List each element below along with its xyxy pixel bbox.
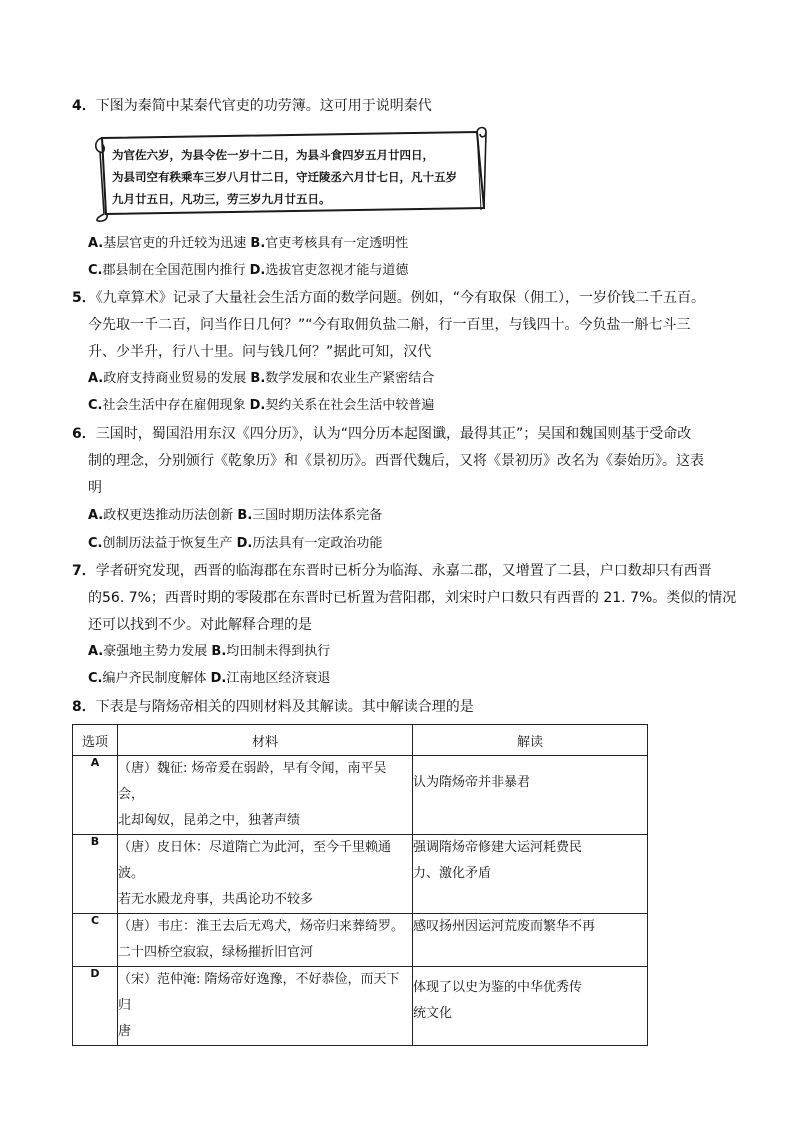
question-text: 下图为秦简中某秦代官吏的功劳簿。这可用于说明秦代	[95, 98, 432, 114]
row-option: C	[73, 914, 118, 967]
table-row	[73, 967, 648, 1046]
question-6-stem	[72, 424, 691, 444]
option-text: 官吏考核具有一定透明性	[265, 236, 409, 251]
row-option: B	[73, 835, 118, 914]
question-4-stem	[72, 96, 432, 116]
question-number: 7．	[72, 563, 96, 579]
option-text: 历法具有一定政治功能	[252, 536, 383, 551]
row-interpretation	[413, 967, 648, 1046]
header-material: 材料	[118, 725, 413, 756]
material-line: 唐	[118, 1024, 132, 1039]
row-material	[118, 967, 413, 1046]
option-text: 基层官吏的升迁较为迅速	[103, 236, 247, 251]
question-text: 下表是与隋炀帝相关的四则材料及其解读。其中解读合理的是	[95, 699, 474, 715]
question-8-stem	[72, 697, 474, 717]
option-label: B.	[237, 508, 253, 523]
option-label: D.	[210, 671, 227, 686]
material-line: （宋）范仲淹: 隋炀帝好逸豫，不好恭俭，而天下归	[118, 972, 400, 1013]
scroll-line: 九月廿五日，凡功三，劳三岁九月廿五日。	[112, 192, 331, 206]
question-text: 升、少半升，行八十里。问与钱几何？”据此可知，汉代	[88, 344, 432, 360]
interpretation-line: 认为隋炀帝并非暴君	[413, 775, 531, 790]
option-row	[88, 396, 434, 416]
question-5-stem	[72, 288, 705, 308]
option-label: B.	[250, 371, 266, 386]
option-label: B.	[211, 644, 227, 659]
question-text: 还可以找到不少。对此解释合理的是	[88, 617, 312, 633]
row-option: D	[73, 967, 118, 1046]
option-row	[88, 261, 408, 281]
option-text: 契约关系在社会生活中较普遍	[265, 398, 435, 413]
scroll-line: 为官佐六岁，为县令佐一岁十二日，为县斗食四岁五月廿四日，	[112, 148, 434, 162]
option-label: C.	[88, 536, 103, 551]
table-row	[73, 914, 648, 967]
interpretation-line: 体现了以史为鉴的中华优秀传	[413, 980, 583, 995]
option-label: C.	[88, 671, 103, 686]
option-label: A.	[88, 236, 104, 251]
option-text: 江南地区经济衰退	[226, 671, 331, 686]
material-line: （唐）魏征: 炀帝爰在弱龄，早有令闻，南平吴会，	[118, 761, 387, 802]
material-line: （唐）韦庄：淮王去后无鸡犬，炀帝归来葬绮罗。	[118, 919, 405, 934]
option-label: D.	[236, 536, 253, 551]
option-label: A.	[88, 644, 104, 659]
option-label: D.	[249, 398, 266, 413]
option-text: 数学发展和农业生产紧密结合	[265, 371, 435, 386]
question-text: 今先取一千二百，问当作日几何？”“今有取佣负盐二斛，行一百里，与钱四十。今负盐一斛七斗三	[88, 317, 691, 333]
question-number: 8．	[72, 699, 96, 715]
question-text: 学者研究发现，西晋的临海郡在东晋时已析分为临海、永嘉二郡，又增置了二县，户口数却只有西晋	[95, 563, 712, 579]
header-option: 选项	[73, 725, 118, 756]
option-text: 选拔官吏忽视才能与道德	[265, 263, 409, 278]
row-interpretation	[413, 835, 648, 914]
question-number: 6．	[72, 426, 96, 442]
question-number: 4．	[72, 98, 96, 114]
row-option: A	[73, 756, 118, 835]
option-label: A.	[88, 508, 104, 523]
option-label: B.	[250, 236, 266, 251]
question-text: 《九章算术》记录了大量社会生活方面的数学问题。例如，“今有取保（佣工），一岁价钱二千五百。	[95, 290, 706, 306]
question-7-stem	[72, 561, 712, 581]
question-number: 5．	[72, 290, 96, 306]
option-row	[88, 506, 382, 526]
option-text: 政权更迭推动历法创新	[103, 508, 234, 523]
row-material	[118, 914, 413, 967]
option-text: 豪强地主势力发展	[103, 644, 208, 659]
bamboo-slip-scroll	[92, 126, 490, 222]
option-text: 三国时期历法体系完备	[252, 508, 383, 523]
table-row	[73, 835, 648, 914]
scroll-line: 为县司空有秩乘车三岁八月廿二日，守迁陵丞六月廿七日，凡十五岁	[112, 170, 457, 184]
row-interpretation	[413, 914, 648, 967]
option-row	[88, 669, 330, 689]
option-text: 政府支持商业贸易的发展	[103, 371, 247, 386]
question-text: 的56. 7%；西晋时期的零陵郡在东晋时已析置为营阳郡，刘宋时户口数只有西晋的 21. 7%。类似的情况	[88, 590, 737, 606]
header-interpretation: 解读	[413, 725, 648, 756]
table-header-row	[73, 725, 648, 756]
row-material	[118, 756, 413, 835]
interpretation-line: 力、激化矛盾	[413, 866, 492, 881]
option-row	[88, 234, 408, 254]
row-material	[118, 835, 413, 914]
material-table	[72, 724, 648, 1046]
option-label: C.	[88, 398, 103, 413]
option-text: 均田制未得到执行	[226, 644, 331, 659]
material-line: 若无水殿龙舟事，共禹论功不较多	[118, 892, 314, 907]
option-row	[88, 369, 434, 389]
option-text: 郡县制在全国范围内推行	[102, 263, 246, 278]
table-row	[73, 756, 648, 835]
question-text: 三国时，蜀国沿用东汉《四分历》，认为“四分历本起图谶，最得其正”；吴国和魏国则基于受命改	[95, 426, 692, 442]
interpretation-line: 强调隋炀帝修建大运河耗费民	[413, 840, 583, 855]
question-text: 制的理念，分别颁行《乾象历》和《景初历》。西晋代魏后，又将《景初历》改名为《泰始历》。这表	[88, 453, 704, 469]
material-line: 二十四桥空寂寂，绿杨摧折旧官河	[118, 945, 314, 960]
option-label: A.	[88, 371, 104, 386]
option-row	[88, 534, 382, 554]
option-row	[88, 642, 330, 662]
option-text: 社会生活中存在雇佣现象	[102, 398, 246, 413]
option-text: 编户齐民制度解体	[102, 671, 207, 686]
option-label: D.	[249, 263, 266, 278]
material-line: 北却匈奴，昆弟之中，独著声绩	[118, 813, 301, 828]
row-interpretation	[413, 756, 648, 835]
interpretation-line: 感叹扬州因运河荒废而繁华不再	[413, 919, 596, 934]
material-line: （唐）皮日休：尽道隋亡为此河，至今千里赖通波。	[118, 840, 392, 881]
option-label: C.	[88, 263, 103, 278]
interpretation-line: 统文化	[413, 1006, 453, 1021]
question-text: 明	[88, 480, 102, 496]
option-text: 创制历法益于恢复生产	[102, 536, 233, 551]
